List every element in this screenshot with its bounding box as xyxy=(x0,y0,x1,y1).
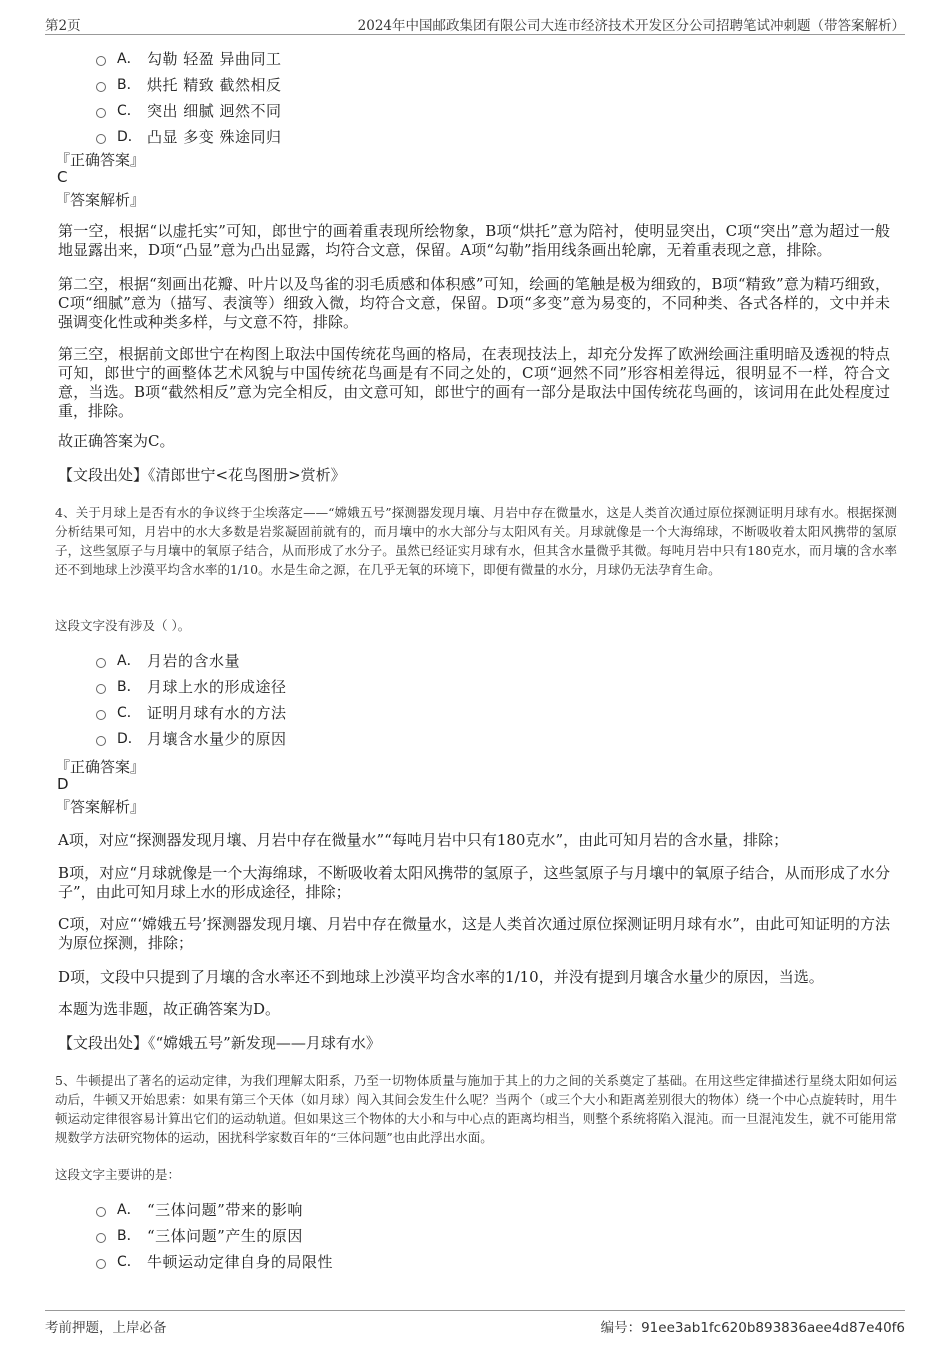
q4-analysis-d: D项，文段中只提到了月壤的含水率还不到地球上沙漠平均含水率的1/10，并没有提到月壤含水量少的原因，当选。 xyxy=(58,968,824,986)
q4-analysis-conclusion: 本题为选非题，故正确答案为D。 xyxy=(58,1000,281,1018)
q4-source: 【文段出处】《“嫦娥五号”新发现——月球有水》 xyxy=(58,1034,381,1052)
q3-analysis-label: 『答案解析』 xyxy=(55,191,146,209)
q3-answer: C xyxy=(57,168,68,186)
radio-icon[interactable] xyxy=(96,710,106,720)
footer-slogan: 考前押题，上岸必备 xyxy=(45,1320,167,1336)
radio-icon[interactable] xyxy=(96,658,106,668)
q3-analysis-3: 第三空，根据前文郎世宁在构图上取法中国传统花鸟画的格局，在表现技法上，却充分发挥了欧洲绘画注重明暗及透视的特点可知，郎世宁的画整体艺术风貌与中国传统花鸟画是有不同之处的，C项“迥然不同”形容相差得远，很明显不一样，符合文意，当选。B项“截然相反”意为完全相反，由文意可知，郎世宁的画有一部分是取法中国传统花鸟画的，该词用在此处程度过重，排除。 xyxy=(58,345,890,420)
q4-analysis-a: A项，对应“探测器发现月壤、月岩中存在微量水”“每吨月岩中只有180克水”，由此可知月岩的含水量，排除； xyxy=(58,831,789,849)
footer-code xyxy=(601,1316,905,1336)
radio-icon[interactable] xyxy=(96,1207,106,1217)
q3-option-c[interactable]: C． 突出 细腻 迥然不同 xyxy=(96,97,282,123)
q4-question: 这段文字没有涉及（ ）。 xyxy=(55,618,191,633)
q4-option-d[interactable]: D． 月壤含水量少的原因 xyxy=(96,725,287,751)
radio-icon[interactable] xyxy=(96,108,106,118)
q3-source: 【文段出处】《清郎世宁<花鸟图册>赏析》 xyxy=(58,466,346,484)
q4-analysis-label: 『答案解析』 xyxy=(55,798,146,816)
q4-answer: D xyxy=(57,775,69,793)
q4-passage: 4、关于月球上是否有水的争议终于尘埃落定——“嫦娥五号”探测器发现月壤、月岩中存在微量水，这是人类首次通过原位探测证明月球有水。根据探测分析结果可知，月岩中的水大多数是岩浆凝固前就有的，而月壤中的水大部分与太阳风有关。月球就像是一个大海绵球，不断吸收着太阳风携带的氢原子，这些氢原子与月壤中的氧原子结合，从而形成了水分子。虽然已经证实月球有水，但其含水量微乎其微。每吨月岩中只有180克水，而月壤的含水率还不到地球上沙漠平均含水率的1/10。水是生命之源，在几乎无氧的环境下，即便有微量的水分，月球仍无法孕育生命。 xyxy=(55,505,897,577)
radio-icon[interactable] xyxy=(96,134,106,144)
q5-option-b[interactable]: B． “三体问题”产生的原因 xyxy=(96,1222,333,1248)
q3-option-a[interactable]: A． 勾勒 轻盈 异曲同工 xyxy=(96,45,282,71)
q4-answer-label: 『正确答案』 xyxy=(55,758,146,776)
radio-icon[interactable] xyxy=(96,1233,106,1243)
radio-icon[interactable] xyxy=(96,82,106,92)
q4-option-b[interactable]: B． 月球上水的形成途径 xyxy=(96,673,287,699)
q5-option-a[interactable]: A． “三体问题”带来的影响 xyxy=(96,1196,333,1222)
radio-icon[interactable] xyxy=(96,56,106,66)
q4-analysis-c: C项，对应“‘嫦娥五号’探测器发现月壤、月岩中存在微量水，这是人类首次通过原位探测证明月球有水”，由此可知证明的方法为原位探测，排除； xyxy=(58,915,890,952)
q3-analysis-1: 第一空，根据“以虚托实”可知，郎世宁的画着重表现所绘物象，B项“烘托”意为陪衬，使明显突出，C项“突出”意为超过一般地显露出来，D项“凸显”意为凸出显露，均符合文意，保留。A项“勾勒”指用线条画出轮廓，无着重表现之意，排除。 xyxy=(58,222,890,259)
code-value: 91ee3ab1fc620b893836aee4d87e40f6 xyxy=(641,1320,905,1336)
page-footer xyxy=(45,1310,905,1335)
q3-options xyxy=(96,45,282,149)
page-header xyxy=(45,12,905,35)
q4-analysis-b: B项，对应“月球就像是一个大海绵球，不断吸收着太阳风携带的氢原子，这些氢原子与月壤中的氧原子结合，从而形成了水分子”，由此可知月球上水的形成途径，排除； xyxy=(58,864,890,901)
radio-icon[interactable] xyxy=(96,1259,106,1269)
document-title: 2024年中国邮政集团有限公司大连市经济技术开发区分公司招聘笔试冲刺题（带答案解析） xyxy=(357,18,905,34)
q3-answer-label: 『正确答案』 xyxy=(55,151,146,169)
q5-question: 这段文字主要讲的是： xyxy=(55,1167,181,1182)
q4-option-c[interactable]: C． 证明月球有水的方法 xyxy=(96,699,287,725)
radio-icon[interactable] xyxy=(96,736,106,746)
q5-options xyxy=(96,1196,333,1274)
q4-options xyxy=(96,647,287,751)
q3-option-b[interactable]: B． 烘托 精致 截然相反 xyxy=(96,71,282,97)
q5-option-c[interactable]: C． 牛顿运动定律自身的局限性 xyxy=(96,1248,333,1274)
q4-option-a[interactable]: A． 月岩的含水量 xyxy=(96,647,287,673)
q3-option-d[interactable]: D． 凸显 多变 殊途同归 xyxy=(96,123,282,149)
code-label: 编号： xyxy=(600,1320,642,1336)
q3-analysis-4: 故正确答案为C。 xyxy=(58,432,175,450)
q3-analysis-2: 第二空，根据“刻画出花瓣、叶片以及鸟雀的羽毛质感和体积感”可知，绘画的笔触是极为细致的，B项“精致”意为精巧细致，C项“细腻”意为（描写、表演等）细致入微，均符合文意，保留。D项“多变”意为易变的，不同种类、各式各样的，文中并未强调变化性或种类多样，与文意不符，排除。 xyxy=(58,275,890,331)
page-number: 第2页 xyxy=(45,18,81,34)
q5-passage: 5、牛顿提出了著名的运动定律，为我们理解太阳系，乃至一切物体质量与施加于其上的力之间的关系奠定了基础。在用这些定律描述行星绕太阳如何运动后，牛顿又开始思索：如果有第三个天体（如月球）闯入其间会发生什么呢？当两个（或三个大小和距离差别很大的物体）绕一个中心点旋转时，用牛顿运动定律很容易计算出它们的运动轨道。但如果这三个物体的大小和与中心点的距离均相当，则整个系统将陷入混沌。而一旦混沌发生，就不可能用常规数学方法研究物体的运动，困扰科学家数百年的“三体问题”也由此浮出水面。 xyxy=(55,1073,897,1145)
radio-icon[interactable] xyxy=(96,684,106,694)
